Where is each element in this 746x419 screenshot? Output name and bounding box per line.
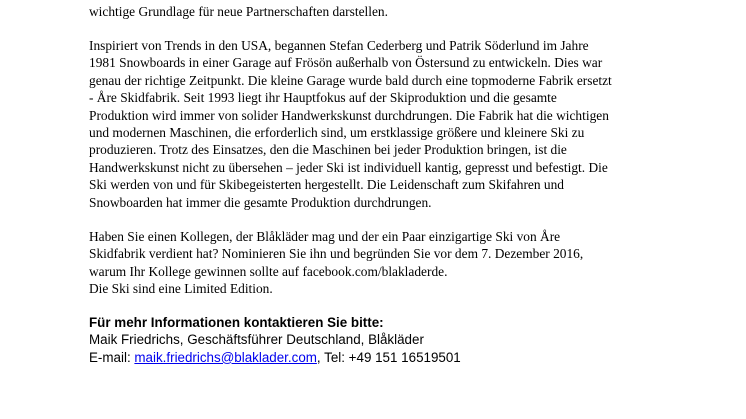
paragraph-2-line-1: Skidfabrik verdient hat? Nominieren Sie ihn und begründen Sie vor dem 7. Dezember 2016,: [89, 246, 584, 262]
email-link[interactable]: maik.friedrichs@blaklader.com: [134, 349, 317, 365]
contact-heading: Für mehr Informationen kontaktieren Sie bitte:: [89, 315, 384, 330]
phone-text: , Tel: +49 151 16519501: [316, 349, 461, 365]
paragraph-0-line-0: wichtige Grundlage für neue Partnerschaften darstellen.: [89, 4, 388, 19]
paragraph-2-line-3: Die Ski sind eine Limited Edition.: [89, 281, 273, 297]
paragraph-1-line-0: Inspiriert von Trends in den USA, begannen Stefan Cederberg und Patrik Söderlund im Jahre: [89, 38, 589, 53]
paragraph-1-line-6: produzieren. Trotz des Einsatzes, den die Maschinen bei jeder Produktion bringen, ist die: [89, 142, 567, 158]
email-label: E-mail:: [89, 349, 135, 365]
paragraph-1-line-7: Handwerkskunst nicht zu übersehen – jeder Ski ist individuell kantig, gepresst und befestigt. Die: [89, 159, 608, 175]
paragraph-1-line-9: Snowboarden hat immer die gesamte Produktion durchdrungen.: [89, 194, 432, 210]
paragraph-1-line-5: und modernen Maschinen, die erforderlich sind, um erstklassige größere und kleinere Ski zu: [89, 125, 585, 140]
paragraph-1-line-4: Produktion wird immer von solider Handwerkskunst durchdrungen. Die Fabrik hat die wichtigen: [89, 107, 609, 123]
paragraph-1-line-2: genau der richtige Zeitpunkt. Die kleine Garage wurde bald durch eine topmoderne Fabrik ersetzt: [89, 72, 612, 88]
paragraph-2-line-0: Haben Sie einen Kollegen, der Blåkläder mag und der ein Paar einzigartige Ski von Åre: [89, 229, 561, 244]
contact-name-line: Maik Friedrichs, Geschäftsführer Deutschland, Blåkläder: [89, 332, 424, 348]
paragraph-2-line-2: warum Ihr Kollege gewinnen sollte auf facebook.com/blakladerde.: [89, 263, 448, 279]
paragraph-1-line-3: - Åre Skidfabrik. Seit 1993 liegt ihr Hauptfokus auf der Skiproduktion und die gesamte: [89, 90, 557, 106]
paragraph-1-line-8: Ski werden von und für Skibegeisterten hergestellt. Die Leidenschaft zum Skifahren und: [89, 177, 564, 193]
contact-email-line: [89, 349, 461, 366]
paragraph-1-line-1: 1981 Snowboards in einer Garage auf Frösön außerhalb von Östersund zu entwickeln. Dies war: [89, 55, 603, 71]
